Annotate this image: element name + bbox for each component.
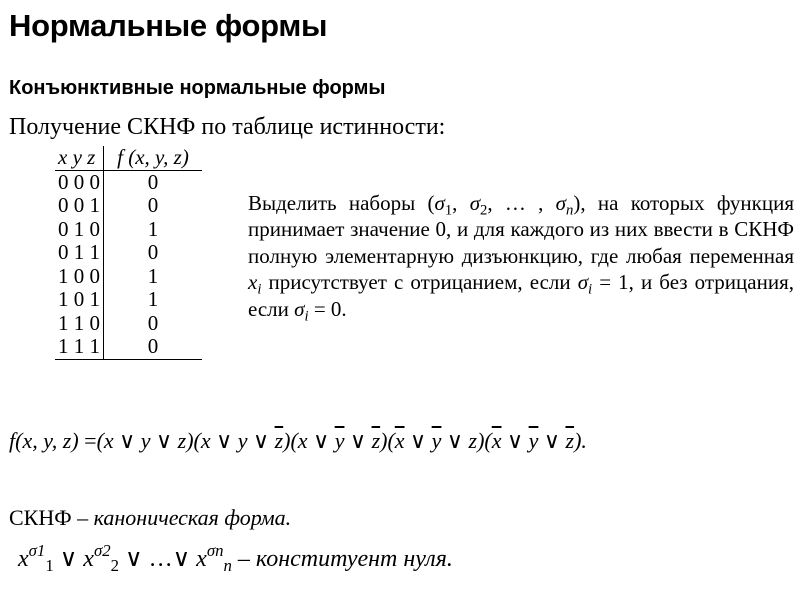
row-vars: 1 1 0: [55, 312, 104, 336]
desc-separator: ,: [452, 191, 470, 215]
section-subtitle: Конъюнктивные нормальные формы: [9, 77, 386, 99]
formula-term: (x ∨: [290, 428, 335, 453]
desc-separator: , … ,: [487, 191, 556, 215]
row-vars: 0 1 1: [55, 241, 104, 265]
variable-index: 1: [45, 556, 54, 576]
row-vars: 0 0 0: [55, 170, 104, 194]
sknf-formula: [9, 428, 587, 454]
sigma-index: i: [588, 281, 593, 298]
formula-term: ∨: [538, 428, 566, 453]
formula-equals: =: [78, 428, 97, 453]
sigma-symbol: σ: [294, 296, 305, 321]
row-f: 1: [147, 287, 159, 311]
table-row: [55, 335, 202, 359]
sknf-definition: [9, 505, 291, 531]
formula-term: ∨: [501, 428, 529, 453]
truth-table-header: [55, 146, 202, 170]
algorithm-description: [248, 190, 794, 325]
formula-term: ∨: [404, 428, 432, 453]
desc-text: Выделить наборы (: [248, 191, 435, 215]
variable-x: x: [248, 270, 258, 295]
formula-term: (x ∨ y ∨ z): [96, 428, 194, 453]
desc-text: = 1, и без отрицания, если: [248, 270, 794, 321]
formula-term: (: [387, 428, 395, 453]
row-vars: 1 0 0: [55, 265, 104, 289]
intro-text: Получение СКНФ по таблице истинности:: [9, 114, 446, 140]
formula-term: (x ∨ y ∨: [193, 428, 275, 453]
header-func: f (x, y, z): [104, 146, 203, 170]
negated-var: $\overline{z}$: [565, 428, 575, 453]
variable-x: x: [196, 546, 207, 572]
formula-term: ): [380, 428, 388, 453]
table-row: [55, 194, 202, 218]
exponent: σ2: [93, 540, 111, 560]
or-operator: ∨: [53, 546, 84, 572]
formula-lhs: f(x, y, z): [9, 428, 79, 453]
sigma-index: 2: [480, 202, 488, 219]
formula-term: ).: [574, 428, 587, 453]
row-f: 0: [147, 193, 159, 217]
sigma-symbol: σ: [577, 270, 589, 295]
table-row: [55, 241, 202, 265]
formula-term: ∨ z): [441, 428, 485, 453]
variable-index: n: [223, 556, 232, 576]
row-f: 1: [147, 263, 159, 288]
sigma-index: 1: [444, 202, 453, 219]
formula-term: ∨: [344, 428, 372, 453]
negated-var: $\overline{y}$: [528, 428, 539, 453]
header-vars: x y z: [55, 146, 104, 170]
negated-var: $\overline{y}$: [431, 428, 442, 453]
dash: –: [231, 546, 256, 572]
negated-var: $\overline{x}$: [394, 428, 405, 453]
formula-term: ): [283, 428, 291, 453]
row-f: 1: [147, 216, 159, 241]
row-vars: 0 1 0: [55, 218, 104, 242]
formula-term: (: [484, 428, 492, 453]
sknf-term: каноническая форма.: [93, 505, 292, 530]
table-row: [55, 288, 202, 312]
row-vars: 0 0 1: [55, 194, 104, 218]
variable-x: x: [18, 546, 29, 572]
dash: –: [71, 505, 94, 530]
exponent: σn: [206, 540, 224, 560]
sknf-abbr: СКНФ: [9, 505, 72, 530]
sigma-symbol: σ: [555, 191, 567, 215]
row-f: 0: [147, 240, 159, 264]
negated-var: $\overline{z}$: [371, 428, 381, 453]
table-row: [55, 170, 202, 194]
or-operator: ∨ …∨: [119, 546, 197, 572]
row-f: 0: [104, 335, 203, 359]
negated-var: $\overline{y}$: [334, 428, 345, 453]
variable-index: 2: [110, 556, 120, 576]
sigma-symbol: σ: [469, 191, 481, 215]
variable-index: i: [257, 281, 262, 298]
table-row: [55, 218, 202, 242]
sigma-index: i: [304, 308, 309, 325]
row-vars: 1 1 1: [55, 335, 104, 359]
table-row: [55, 265, 202, 289]
variable-x: x: [83, 546, 94, 572]
row-f: 0: [147, 310, 159, 335]
desc-text: ), на которых функция принимает значение 0, и для каждого из них ввести в СКНФ полную элементарную дизъюнкцию, где любая переменная: [248, 191, 794, 268]
sigma-symbol: σ: [434, 191, 445, 215]
row-vars: 1 0 1: [55, 288, 104, 312]
constituent-zero-formula: [18, 540, 453, 576]
row-f: 0: [147, 169, 159, 194]
negated-var: $\overline{z}$: [274, 428, 284, 453]
table-row: [55, 312, 202, 336]
constituent-term: конституент нуля.: [255, 546, 453, 572]
exponent: σ1: [28, 540, 46, 560]
page-title: Нормальные формы: [9, 8, 328, 43]
truth-table: [55, 146, 202, 360]
desc-text: присутствует с отрицанием, если: [261, 270, 578, 295]
desc-text: = 0.: [308, 296, 347, 321]
sigma-index: n: [566, 202, 574, 219]
negated-var: $\overline{x}$: [491, 428, 502, 453]
